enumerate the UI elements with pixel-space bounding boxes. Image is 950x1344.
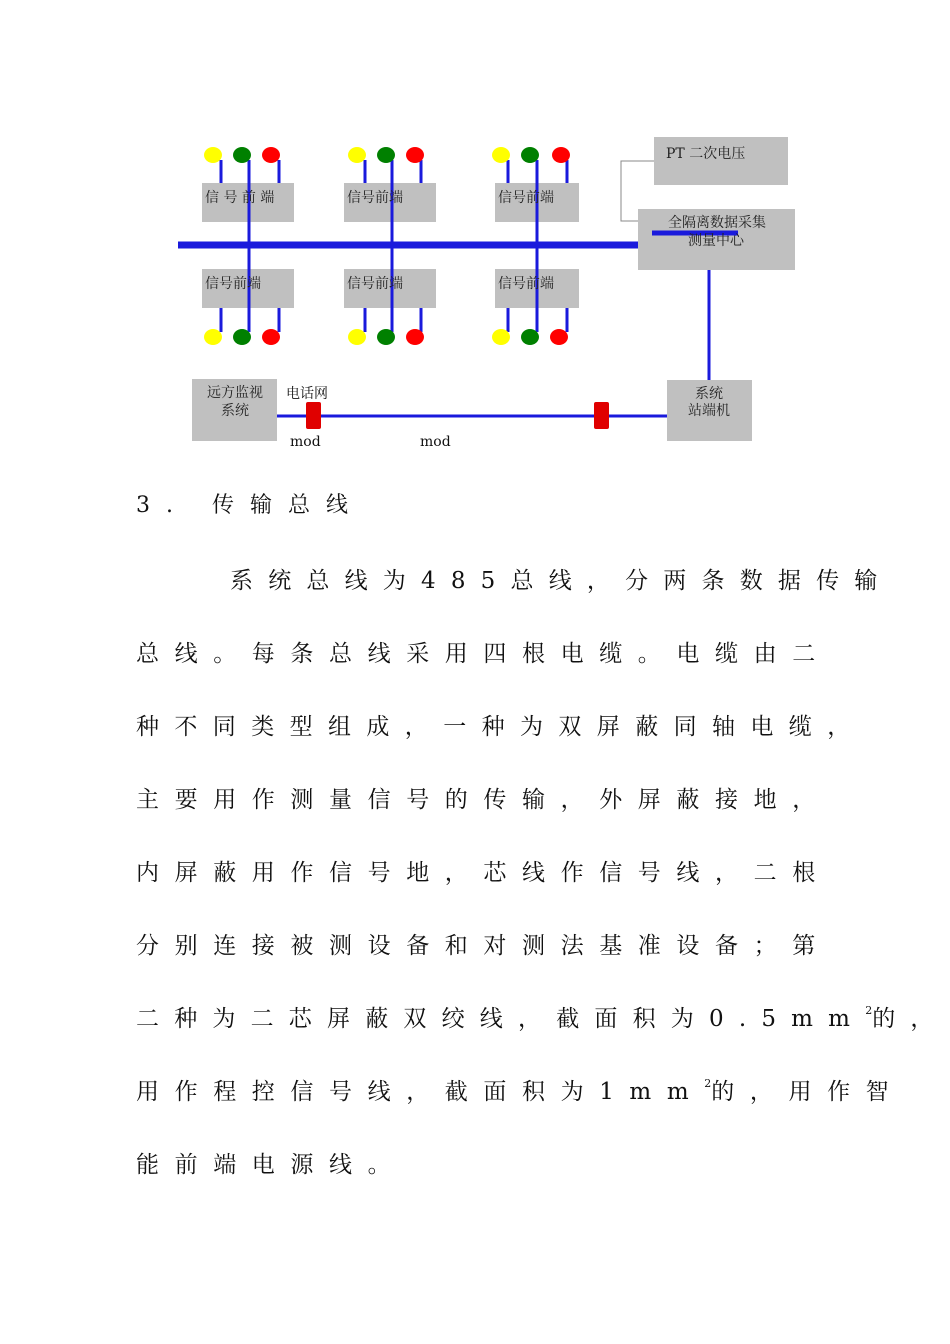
front-end-top-label-1: 信 号 前 端 xyxy=(205,190,275,206)
red-light xyxy=(262,147,280,163)
pt-voltage-label: PT 二次电压 xyxy=(666,146,746,162)
mod-label-center: mod xyxy=(420,434,451,450)
front-end-bottom-label-1: 信号前端 xyxy=(205,276,261,292)
red-light xyxy=(406,147,424,163)
modem-left xyxy=(306,402,321,429)
front-end-top-label-2: 信号前端 xyxy=(347,190,403,206)
green-light xyxy=(521,329,539,345)
remote-monitor-label-2: 系统 xyxy=(221,403,249,419)
red-light xyxy=(262,329,280,345)
yellow-light xyxy=(348,329,366,345)
system-diagram xyxy=(0,0,950,470)
green-light xyxy=(233,147,251,163)
paragraph-line-3: 种不同类型组成，一种为双屏蔽同轴电缆， xyxy=(136,714,866,740)
yellow-light xyxy=(492,329,510,345)
green-light xyxy=(233,329,251,345)
station-label-2: 站端机 xyxy=(688,403,730,419)
mod-label-left: mod xyxy=(290,434,321,450)
station-label-1: 系统 xyxy=(695,386,723,402)
paragraph-line-5: 内屏蔽用作信号地，芯线作信号线，二根 xyxy=(136,860,831,886)
section-heading: 3. 传输总线 xyxy=(136,493,364,518)
top-indicator-lights xyxy=(204,147,570,163)
red-light xyxy=(550,329,568,345)
paragraph-line-2: 总线。每条总线采用四根电缆。电缆由二 xyxy=(136,641,831,667)
bottom-indicator-lights xyxy=(204,329,568,345)
bottom-sensor-stems xyxy=(221,308,567,332)
front-end-top-label-3: 信号前端 xyxy=(498,190,554,206)
paragraph-line-8: 用作程控信号线，截面积为$1mm^2$的，用作智 xyxy=(136,1077,905,1105)
modem-right xyxy=(594,402,609,429)
paragraph-line-7: 二种为二芯屏蔽双绞线，截面积为$0.5mm^2$的， xyxy=(136,1004,949,1032)
phone-network-label: 电话网 xyxy=(286,386,328,402)
green-light xyxy=(377,329,395,345)
front-end-bottom-label-2: 信号前端 xyxy=(347,276,403,292)
paragraph-line-4: 主要用作测量信号的传输，外屏蔽接地， xyxy=(136,787,831,813)
yellow-light xyxy=(204,329,222,345)
yellow-light xyxy=(348,147,366,163)
paragraph-line-1: 系统总线为485总线，分两条数据传输 xyxy=(230,568,893,594)
green-light xyxy=(377,147,395,163)
collection-center-label-1: 全隔离数据采集 xyxy=(668,215,766,231)
yellow-light xyxy=(204,147,222,163)
collection-center-label-2: 测量中心 xyxy=(688,233,744,249)
red-light xyxy=(552,147,570,163)
front-end-bottom-label-3: 信号前端 xyxy=(498,276,554,292)
top-sensor-stems xyxy=(221,160,567,183)
green-light xyxy=(521,147,539,163)
paragraph-line-6: 分别连接被测设备和对测法基准设备；第 xyxy=(136,933,831,959)
remote-monitor-label-1: 远方监视 xyxy=(207,385,263,401)
paragraph-line-9: 能前端电源线。 xyxy=(136,1152,407,1178)
red-light xyxy=(406,329,424,345)
yellow-light xyxy=(492,147,510,163)
